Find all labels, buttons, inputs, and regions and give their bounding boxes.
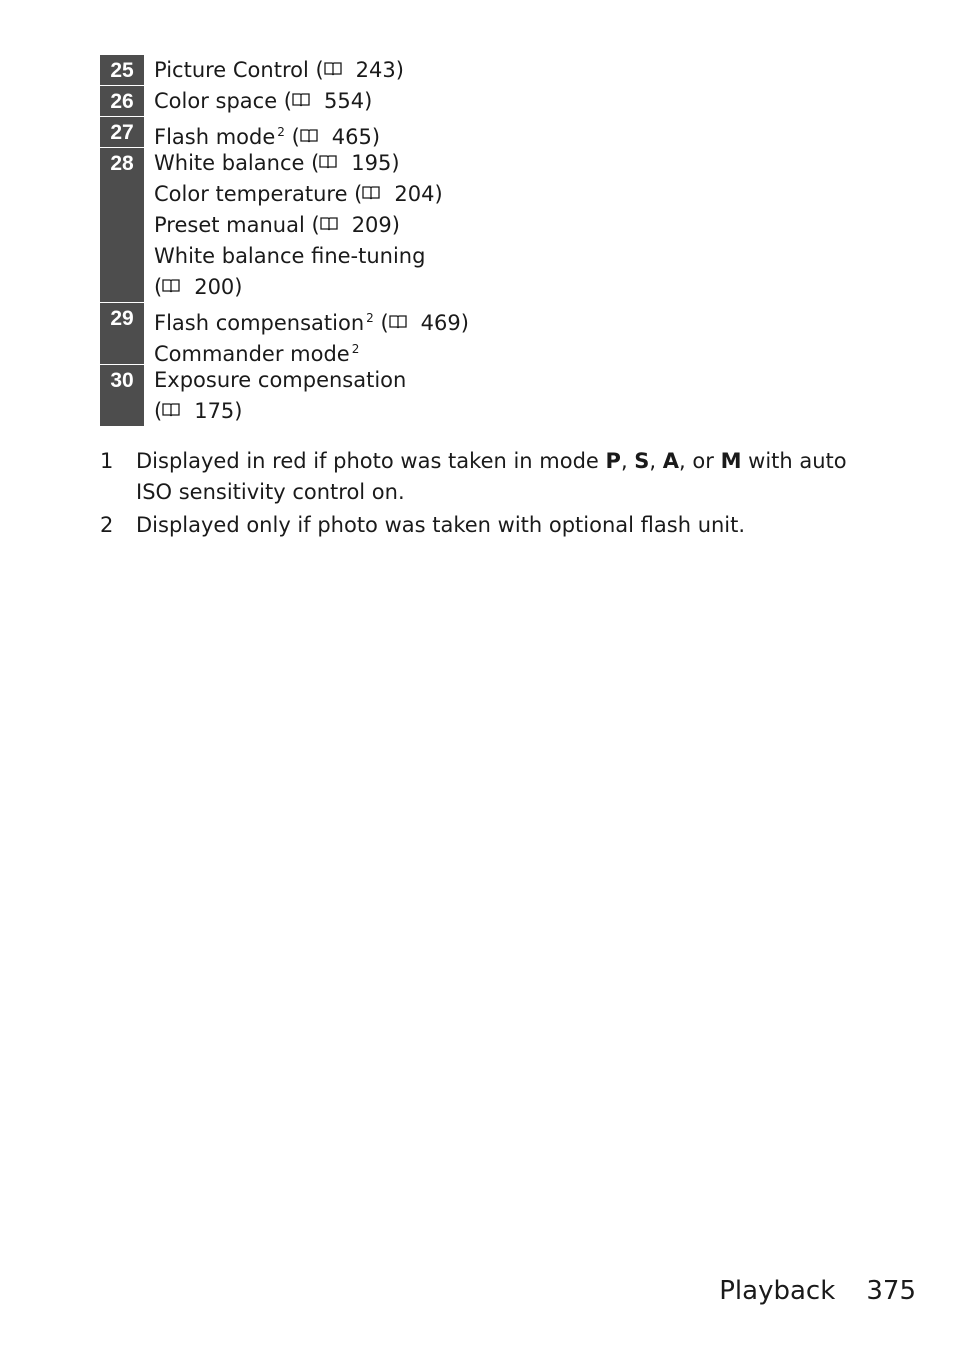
item-lines	[144, 55, 404, 86]
footnotes	[100, 446, 880, 543]
item-lines	[144, 117, 380, 148]
footnote-ref: 2	[366, 311, 374, 325]
table-row	[100, 86, 900, 117]
item-line	[154, 365, 406, 396]
item-label: (	[154, 275, 163, 299]
item-label: Flash mode	[154, 125, 276, 149]
item-number-badge: 28	[100, 148, 144, 303]
footnote-ref: 2	[277, 125, 285, 139]
book-reference-icon	[324, 55, 342, 86]
item-line	[154, 241, 443, 272]
footnote-text-part: ,	[620, 449, 635, 473]
paren-close: )	[391, 151, 400, 175]
item-line	[154, 303, 469, 334]
item-number-badge: 30	[100, 365, 144, 427]
book-reference-icon	[162, 272, 180, 303]
item-label: White balance fine-tuning	[154, 244, 426, 268]
page-reference[interactable]: 200	[194, 275, 235, 299]
book-reference-icon	[319, 148, 337, 179]
item-label: Preset manual (	[154, 213, 320, 237]
item-number-badge: 29	[100, 303, 144, 365]
table-row	[100, 365, 900, 427]
footnote-ref: 2	[351, 342, 360, 356]
item-line	[154, 86, 372, 117]
footnote-number: 2	[100, 513, 114, 537]
item-lines	[144, 365, 406, 427]
page-reference[interactable]: 465	[331, 125, 372, 149]
book-reference-icon	[292, 86, 310, 117]
paren-close: )	[371, 125, 381, 149]
table-row	[100, 303, 900, 365]
footnote-text-part: , or	[679, 449, 721, 473]
paren-close: )	[234, 399, 243, 423]
item-label: Commander mode	[154, 342, 350, 366]
mode-letter: A	[662, 449, 680, 473]
page-reference[interactable]: 469	[420, 311, 461, 335]
item-number-badge: 26	[100, 86, 144, 117]
item-line	[154, 334, 469, 365]
item-label: Color temperature (	[154, 182, 363, 206]
book-reference-icon	[320, 210, 338, 241]
item-label: Flash compensation	[154, 311, 365, 335]
footnote-text-part: Displayed only if photo was taken with optional flash unit.	[136, 513, 746, 537]
item-line	[154, 179, 443, 210]
table-row	[100, 117, 900, 148]
item-number-badge: 25	[100, 55, 144, 86]
paren-open: (	[284, 125, 300, 149]
page-reference[interactable]: 195	[351, 151, 392, 175]
paren-open: (	[373, 311, 389, 335]
footnote-text	[136, 446, 880, 508]
footnote	[100, 446, 880, 508]
paren-close: )	[391, 213, 400, 237]
footnote-text	[136, 510, 745, 541]
book-reference-icon	[362, 179, 380, 210]
item-line	[154, 272, 443, 303]
item-label: Exposure compensation	[154, 368, 407, 392]
paren-close: )	[460, 311, 469, 335]
item-label: (	[154, 399, 163, 423]
paren-close: )	[434, 182, 443, 206]
mode-letter: M	[720, 449, 742, 473]
playback-info-table	[100, 55, 900, 427]
item-label: White balance (	[154, 151, 320, 175]
item-label: Color space (	[154, 89, 292, 113]
item-line	[154, 148, 443, 179]
item-line	[154, 55, 404, 86]
book-reference-icon	[389, 308, 407, 339]
footnote-text-part: ,	[649, 449, 663, 473]
page-reference[interactable]: 209	[351, 213, 392, 237]
item-lines	[144, 86, 372, 117]
page-reference[interactable]: 204	[394, 182, 435, 206]
item-label: Picture Control (	[154, 58, 324, 82]
item-number-badge: 27	[100, 117, 144, 148]
item-line	[154, 117, 380, 148]
item-line	[154, 396, 406, 427]
page-number: 375	[866, 1276, 916, 1306]
item-line	[154, 210, 443, 241]
paren-close: )	[364, 89, 373, 113]
footnote	[100, 510, 880, 541]
page-reference[interactable]: 243	[355, 58, 396, 82]
footnote-number: 1	[100, 449, 114, 473]
table-row	[100, 55, 900, 86]
footnote-text-part: Displayed in red if photo was taken in mode	[136, 449, 606, 473]
item-lines	[144, 148, 443, 303]
mode-letter: P	[605, 449, 621, 473]
book-reference-icon	[162, 396, 180, 427]
paren-close: )	[234, 275, 243, 299]
page-reference[interactable]: 554	[323, 89, 365, 113]
footnote-text-part: with auto ISO sensitivity control on.	[136, 449, 847, 504]
page-reference[interactable]: 175	[194, 399, 235, 423]
table-row	[100, 148, 900, 303]
item-lines	[144, 303, 469, 365]
section-name: Playback	[719, 1276, 836, 1306]
page-footer	[719, 1276, 916, 1306]
mode-letter: S	[634, 449, 650, 473]
paren-close: )	[395, 58, 404, 82]
